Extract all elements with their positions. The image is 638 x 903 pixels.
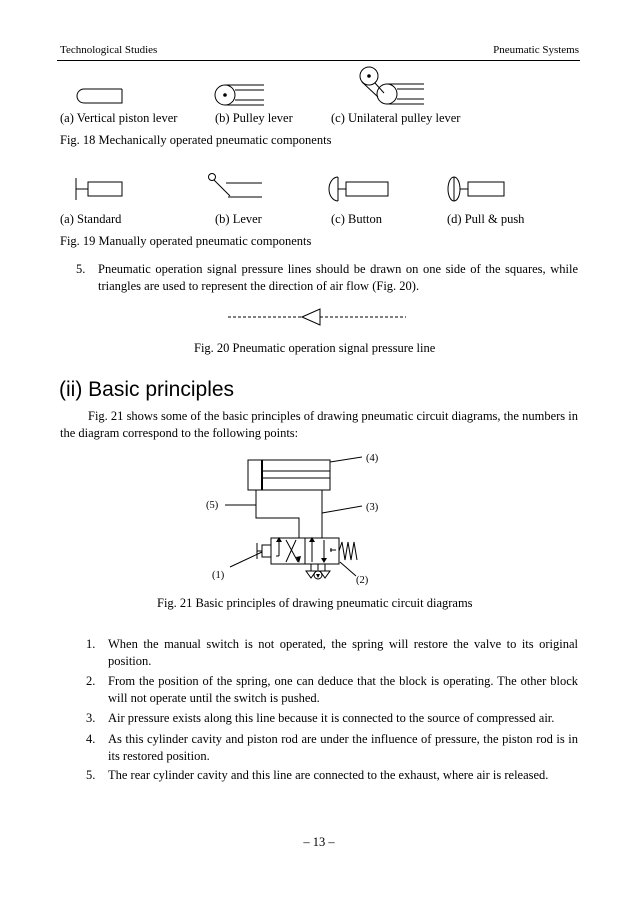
pneumatic-circuit-diagram — [190, 448, 410, 596]
signal-pressure-line-symbol — [228, 308, 412, 326]
header-rule — [57, 60, 580, 61]
section-heading: (ii) Basic principles — [59, 378, 235, 401]
fig19-label-d: (d) Pull & push — [447, 212, 525, 226]
unilateral-pulley-lever-symbol — [356, 64, 436, 112]
fig18-label-b: (b) Pulley lever — [215, 111, 293, 125]
running-header-right: Pneumatic Systems — [493, 44, 579, 56]
list-item — [86, 731, 578, 765]
list-item — [86, 636, 578, 670]
list-item — [76, 261, 578, 297]
list-text: Pneumatic operation signal pressure lines should be drawn on one side of the squares, while triangles are used to represent the direction of air flow (Fig. 20). — [98, 262, 578, 293]
section-intro: Fig. 21 shows some of the basic principles of drawing pneumatic circuit diagrams, the numbers in the diagram correspond to the following points: — [60, 409, 578, 440]
fig19-caption: Fig. 19 Manually operated pneumatic components — [60, 234, 312, 248]
lever-manual-symbol — [204, 170, 270, 204]
list-text: Air pressure exists along this line because it is connected to the source of compressed air. — [108, 711, 555, 725]
vertical-piston-lever-symbol — [70, 84, 130, 108]
running-header-left: Technological Studies — [60, 44, 158, 56]
list-number: 4. — [86, 732, 96, 746]
callout-4: (4) — [366, 453, 379, 464]
list-number: 5. — [86, 768, 96, 782]
list-number: 2. — [86, 674, 96, 688]
page-number: – 13 – — [303, 835, 335, 849]
list-text: The rear cylinder cavity and this line are connected to the exhaust, where air is released. — [108, 768, 549, 782]
callout-3: (3) — [366, 502, 379, 513]
pulley-lever-symbol — [212, 82, 272, 108]
standard-manual-symbol — [70, 176, 130, 202]
fig18-label-a: (a) Vertical piston lever — [60, 111, 178, 125]
fig21-caption: Fig. 21 Basic principles of drawing pneumatic circuit diagrams — [157, 596, 473, 610]
list-number: 1. — [86, 637, 96, 651]
pull-push-manual-symbol — [446, 176, 512, 202]
list-number: 3. — [86, 711, 96, 725]
list-text: When the manual switch is not operated, the spring will restore the valve to its original position. — [108, 637, 578, 668]
callout-2: (2) — [356, 575, 369, 586]
list-number: 5. — [76, 262, 86, 276]
callout-1: (1) — [212, 570, 225, 581]
fig19-label-a: (a) Standard — [60, 212, 122, 226]
list-text: From the position of the spring, one can deduce that the block is operating. The other block will not operate until the switch is pushed. — [108, 674, 578, 705]
fig18-label-c: (c) Unilateral pulley lever — [331, 111, 461, 125]
button-manual-symbol — [328, 176, 394, 202]
list-item — [86, 673, 578, 707]
list-text: As this cylinder cavity and piston rod are under the influence of pressure, the piston rod is in its restored position. — [108, 732, 578, 763]
fig18-caption: Fig. 18 Mechanically operated pneumatic components — [60, 133, 332, 147]
fig19-label-b: (b) Lever — [215, 212, 262, 226]
list-item — [86, 710, 578, 728]
fig20-caption: Fig. 20 Pneumatic operation signal pressure line — [194, 341, 436, 355]
list-item — [86, 767, 578, 785]
callout-5: (5) — [206, 500, 219, 511]
fig19-label-c: (c) Button — [331, 212, 383, 226]
